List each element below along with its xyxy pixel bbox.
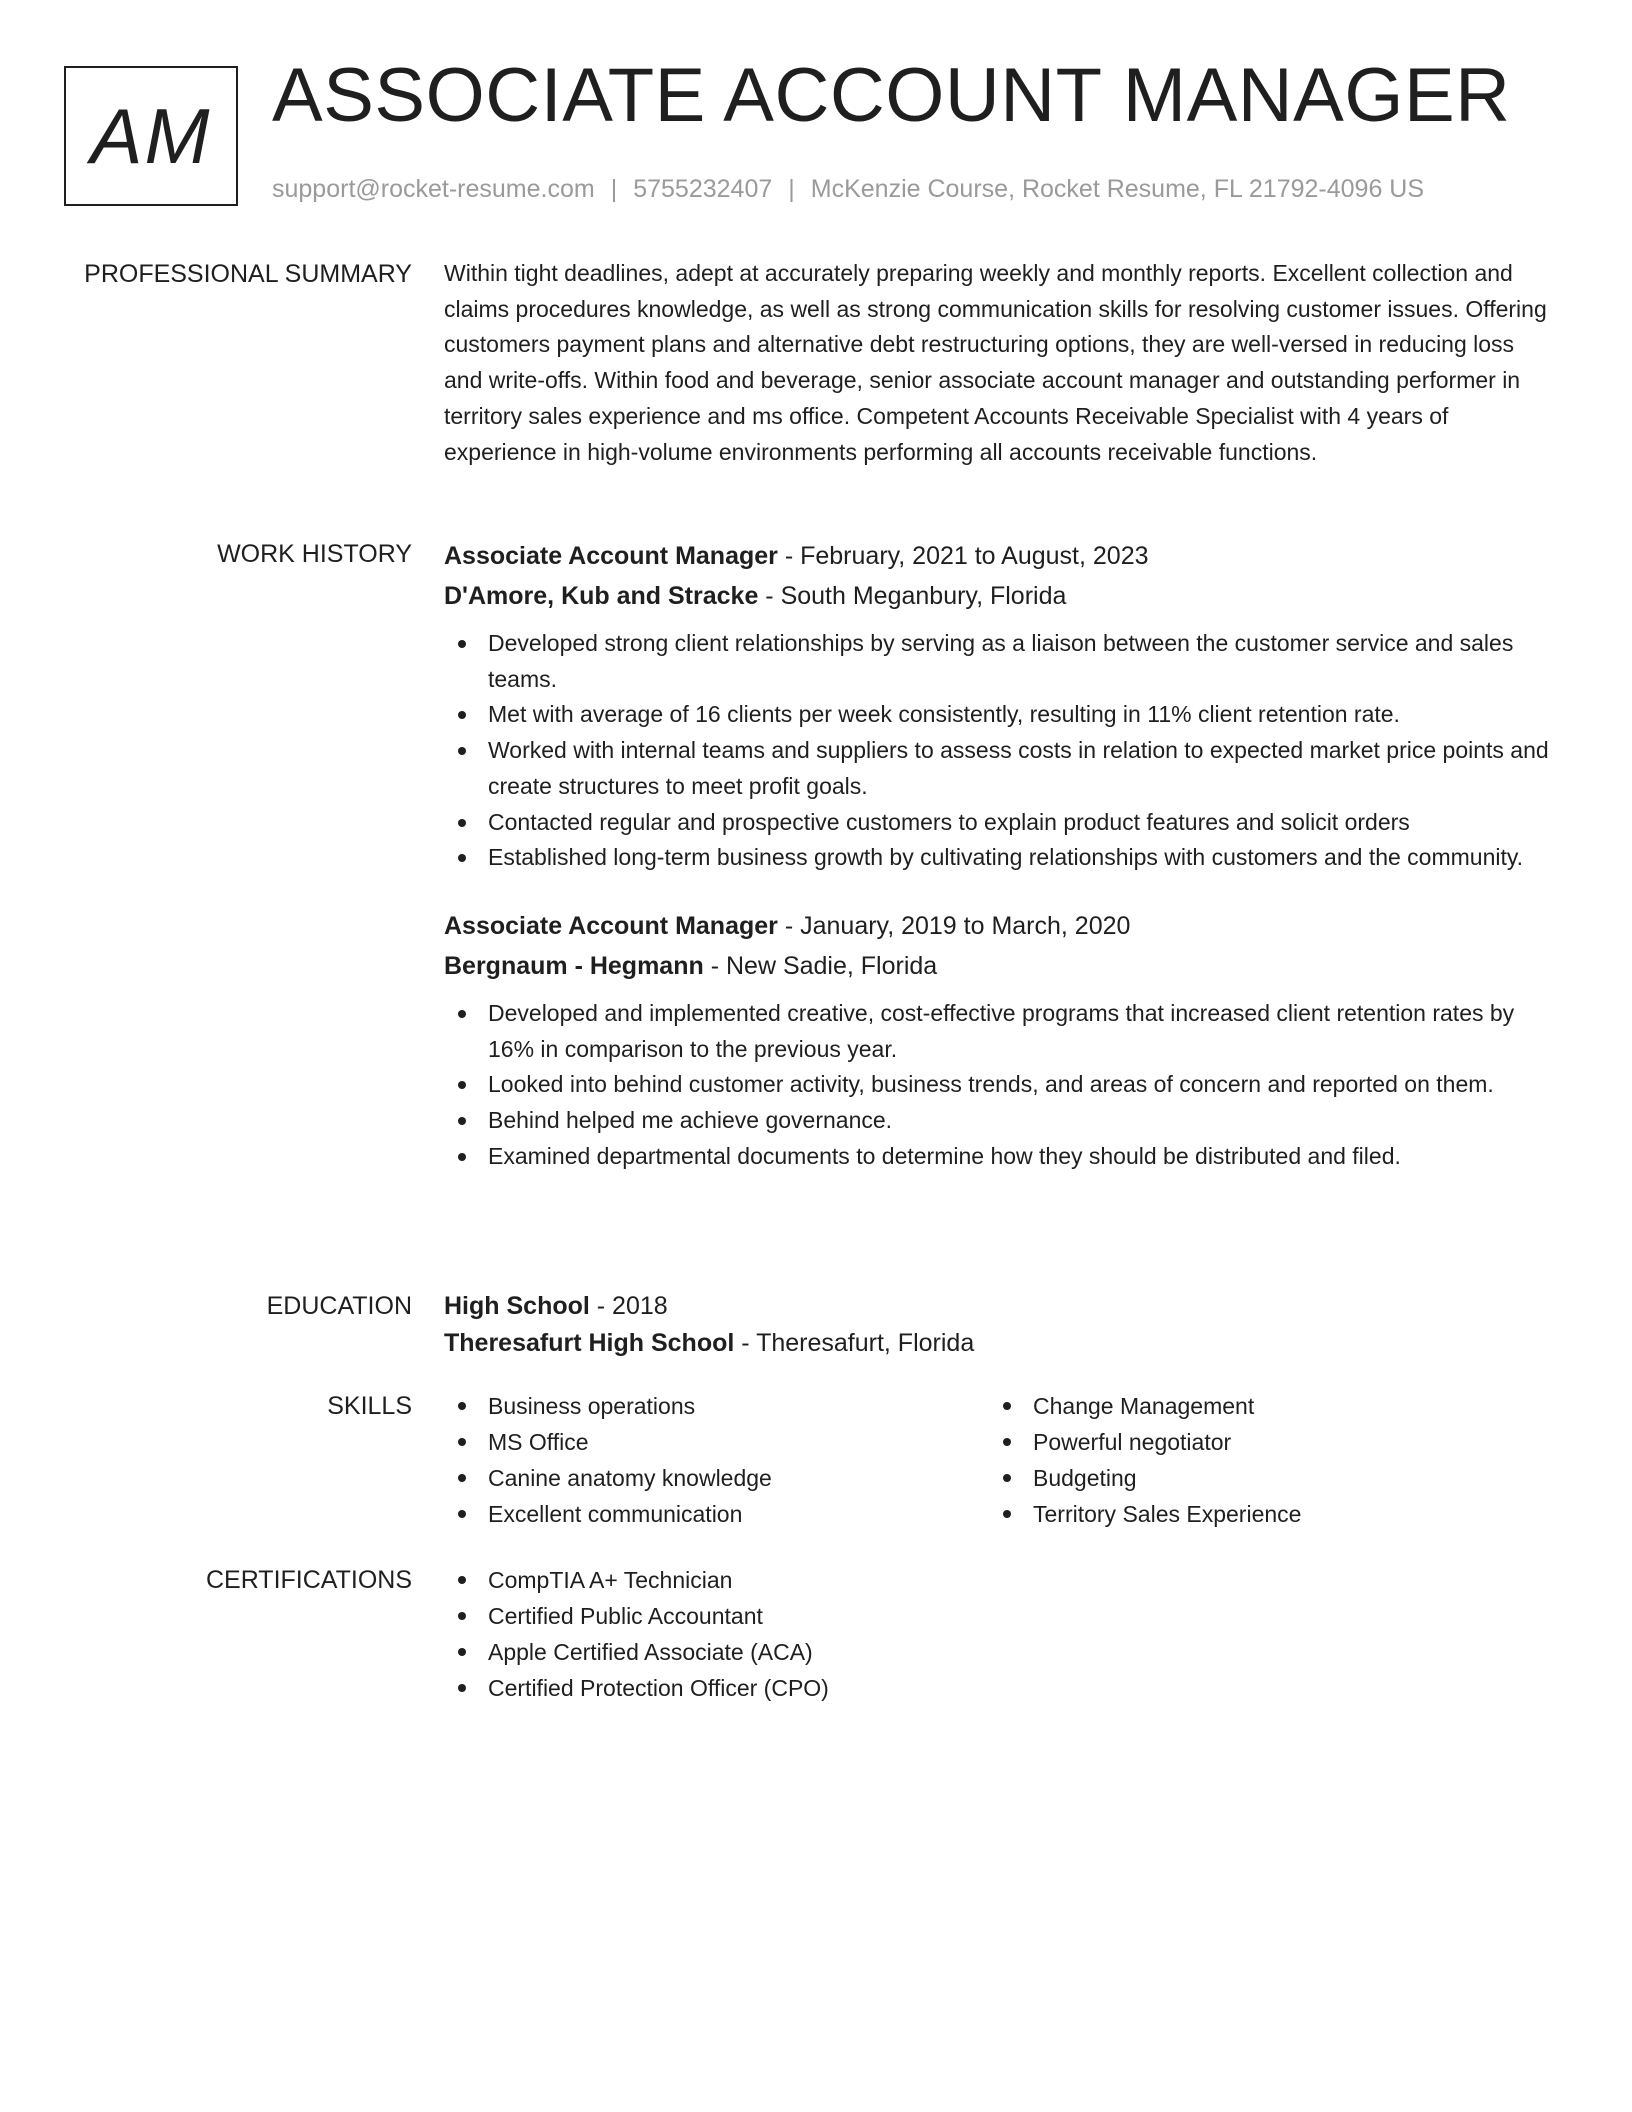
list-item-text: Met with average of 16 clients per week consistently, resulting in 11% client retention rate.	[488, 701, 1400, 728]
job-entry	[444, 536, 1550, 876]
bullet-icon	[458, 1153, 466, 1161]
skill-text: Territory Sales Experience	[1033, 1501, 1302, 1527]
list-item	[444, 1067, 1550, 1103]
bullet-icon	[458, 1081, 466, 1089]
bullet-icon	[458, 711, 466, 719]
job-bullets	[444, 626, 1550, 876]
list-item-text: Examined departmental documents to determine how they should be distributed and filed.	[488, 1142, 1401, 1169]
list-item	[444, 1562, 1550, 1598]
education-degree: High School	[444, 1292, 590, 1320]
work-body	[444, 536, 1550, 1174]
bullet-icon	[458, 747, 466, 755]
education-body	[444, 1288, 1550, 1362]
list-item	[444, 1670, 1550, 1706]
section-label-education: EDUCATION	[266, 1292, 412, 1320]
list-item-text: Developed strong client relationships by serving as a liaison between the customer service and sales teams.	[488, 630, 1514, 692]
bullet-icon	[458, 1402, 466, 1410]
skill-text: MS Office	[488, 1429, 589, 1455]
bullet-icon	[458, 1648, 466, 1656]
certifications-body	[444, 1562, 1550, 1706]
summary-body	[444, 256, 1550, 470]
job-dates: - February, 2021 to August, 2023	[777, 542, 1149, 570]
summary-text: Within tight deadlines, adept at accurately preparing weekly and monthly reports. Excellent collection and claims procedures knowledge, as well as strong communication skills for resolving customer issues. Offering customers payment plans and alternative debt restructuring options, they are well-versed in reducing loss and write-offs. Within food and beverage, senior associate account manager and outstanding performer in territory sales experience and ms office. Competent Accounts Receivable Specialist with 4 years of experience in high-volume environments performing all accounts receivable functions.	[444, 260, 1547, 465]
contact-email: support@rocket-resume.com	[272, 175, 595, 203]
bullet-icon	[458, 1510, 466, 1518]
bullet-icon	[1003, 1510, 1011, 1518]
list-item	[989, 1496, 1534, 1532]
skill-text: Business operations	[488, 1393, 696, 1419]
education-location: - Theresafurt, Florida	[734, 1329, 975, 1357]
list-item	[444, 1460, 989, 1496]
bullet-icon	[458, 1612, 466, 1620]
certifications-list	[444, 1562, 1550, 1706]
bullet-icon	[1003, 1402, 1011, 1410]
contact-line	[272, 174, 1424, 204]
job-bullets	[444, 996, 1550, 1175]
list-item	[989, 1388, 1534, 1424]
education-year: - 2018	[589, 1292, 668, 1320]
section-label-work: WORK HISTORY	[217, 540, 412, 568]
list-item	[989, 1460, 1534, 1496]
bullet-icon	[458, 1474, 466, 1482]
list-item	[444, 733, 1550, 804]
monogram-initials: AM	[90, 92, 212, 180]
list-item-text: Worked with internal teams and suppliers to assess costs in relation to expected market price points and create structures to meet profit goals.	[488, 737, 1549, 799]
job-company: D'Amore, Kub and Stracke	[444, 582, 759, 610]
list-item-text: Contacted regular and prospective customers to explain product features and solicit orders	[488, 808, 1410, 835]
list-item	[444, 996, 1550, 1067]
job-company-line	[444, 576, 1550, 616]
list-item-text: Looked into behind customer activity, business trends, and areas of concern and reported on them.	[488, 1071, 1494, 1098]
list-item	[444, 805, 1550, 841]
list-item	[444, 1139, 1550, 1175]
skills-column-left	[444, 1388, 989, 1532]
job-location: - New Sadie, Florida	[703, 951, 938, 980]
list-item	[444, 840, 1550, 876]
list-item	[444, 626, 1550, 697]
job-title-line	[444, 536, 1550, 576]
skill-text: Budgeting	[1033, 1465, 1137, 1491]
bullet-icon	[1003, 1438, 1011, 1446]
certification-text: Apple Certified Associate (ACA)	[488, 1639, 813, 1665]
resume-title: ASSOCIATE ACCOUNT MANAGER	[272, 53, 1511, 138]
bullet-icon	[458, 819, 466, 827]
skill-text: Powerful negotiator	[1033, 1429, 1232, 1455]
list-item	[444, 1598, 1550, 1634]
contact-separator: |	[788, 175, 795, 203]
bullet-icon	[1003, 1474, 1011, 1482]
education-degree-line	[444, 1288, 1550, 1325]
job-company-line	[444, 946, 1550, 986]
certification-text: Certified Public Accountant	[488, 1603, 763, 1629]
list-item	[444, 697, 1550, 733]
education-school-line	[444, 1325, 1550, 1362]
list-item-text: Behind helped me achieve governance.	[488, 1107, 893, 1134]
job-dates: - January, 2019 to March, 2020	[777, 911, 1131, 940]
skills-column-right	[989, 1388, 1534, 1532]
list-item	[444, 1496, 989, 1532]
section-label-summary: PROFESSIONAL SUMMARY	[84, 260, 412, 288]
skill-text: Excellent communication	[488, 1501, 743, 1527]
monogram-box	[64, 66, 238, 206]
bullet-icon	[458, 640, 466, 648]
contact-phone: 5755232407	[633, 175, 773, 203]
contact-separator: |	[610, 175, 618, 203]
job-title-line	[444, 906, 1550, 946]
job-location: - South Meganbury, Florida	[758, 582, 1067, 610]
list-item	[989, 1424, 1534, 1460]
list-item-text: Established long-term business growth by cultivating relationships with customers and the community.	[488, 844, 1524, 871]
bullet-icon	[458, 854, 466, 862]
section-label-certifications: CERTIFICATIONS	[205, 1566, 412, 1594]
certification-text: CompTIA A+ Technician	[488, 1567, 733, 1593]
list-item	[444, 1388, 989, 1424]
education-school: Theresafurt High School	[444, 1329, 735, 1357]
skill-text: Canine anatomy knowledge	[488, 1465, 772, 1491]
skill-text: Change Management	[1033, 1393, 1255, 1419]
job-title: Associate Account Manager	[444, 911, 778, 940]
section-label-skills: SKILLS	[327, 1392, 412, 1420]
contact-address: McKenzie Course, Rocket Resume, FL 21792-4096 US	[810, 175, 1425, 203]
job-entry	[444, 906, 1550, 1175]
bullet-icon	[458, 1684, 466, 1692]
list-item-text: Developed and implemented creative, cost-effective programs that increased client retention rates by 16% in comparison to the previous year.	[488, 999, 1515, 1062]
job-title: Associate Account Manager	[444, 542, 778, 570]
bullet-icon	[458, 1438, 466, 1446]
list-item	[444, 1103, 1550, 1139]
job-company: Bergnaum - Hegmann	[444, 951, 704, 980]
list-item	[444, 1424, 989, 1460]
bullet-icon	[458, 1576, 466, 1584]
skills-body	[444, 1388, 1550, 1532]
certification-text: Certified Protection Officer (CPO)	[488, 1675, 829, 1701]
bullet-icon	[458, 1010, 466, 1018]
bullet-icon	[458, 1117, 466, 1125]
skills-columns	[444, 1388, 1550, 1532]
list-item	[444, 1634, 1550, 1670]
